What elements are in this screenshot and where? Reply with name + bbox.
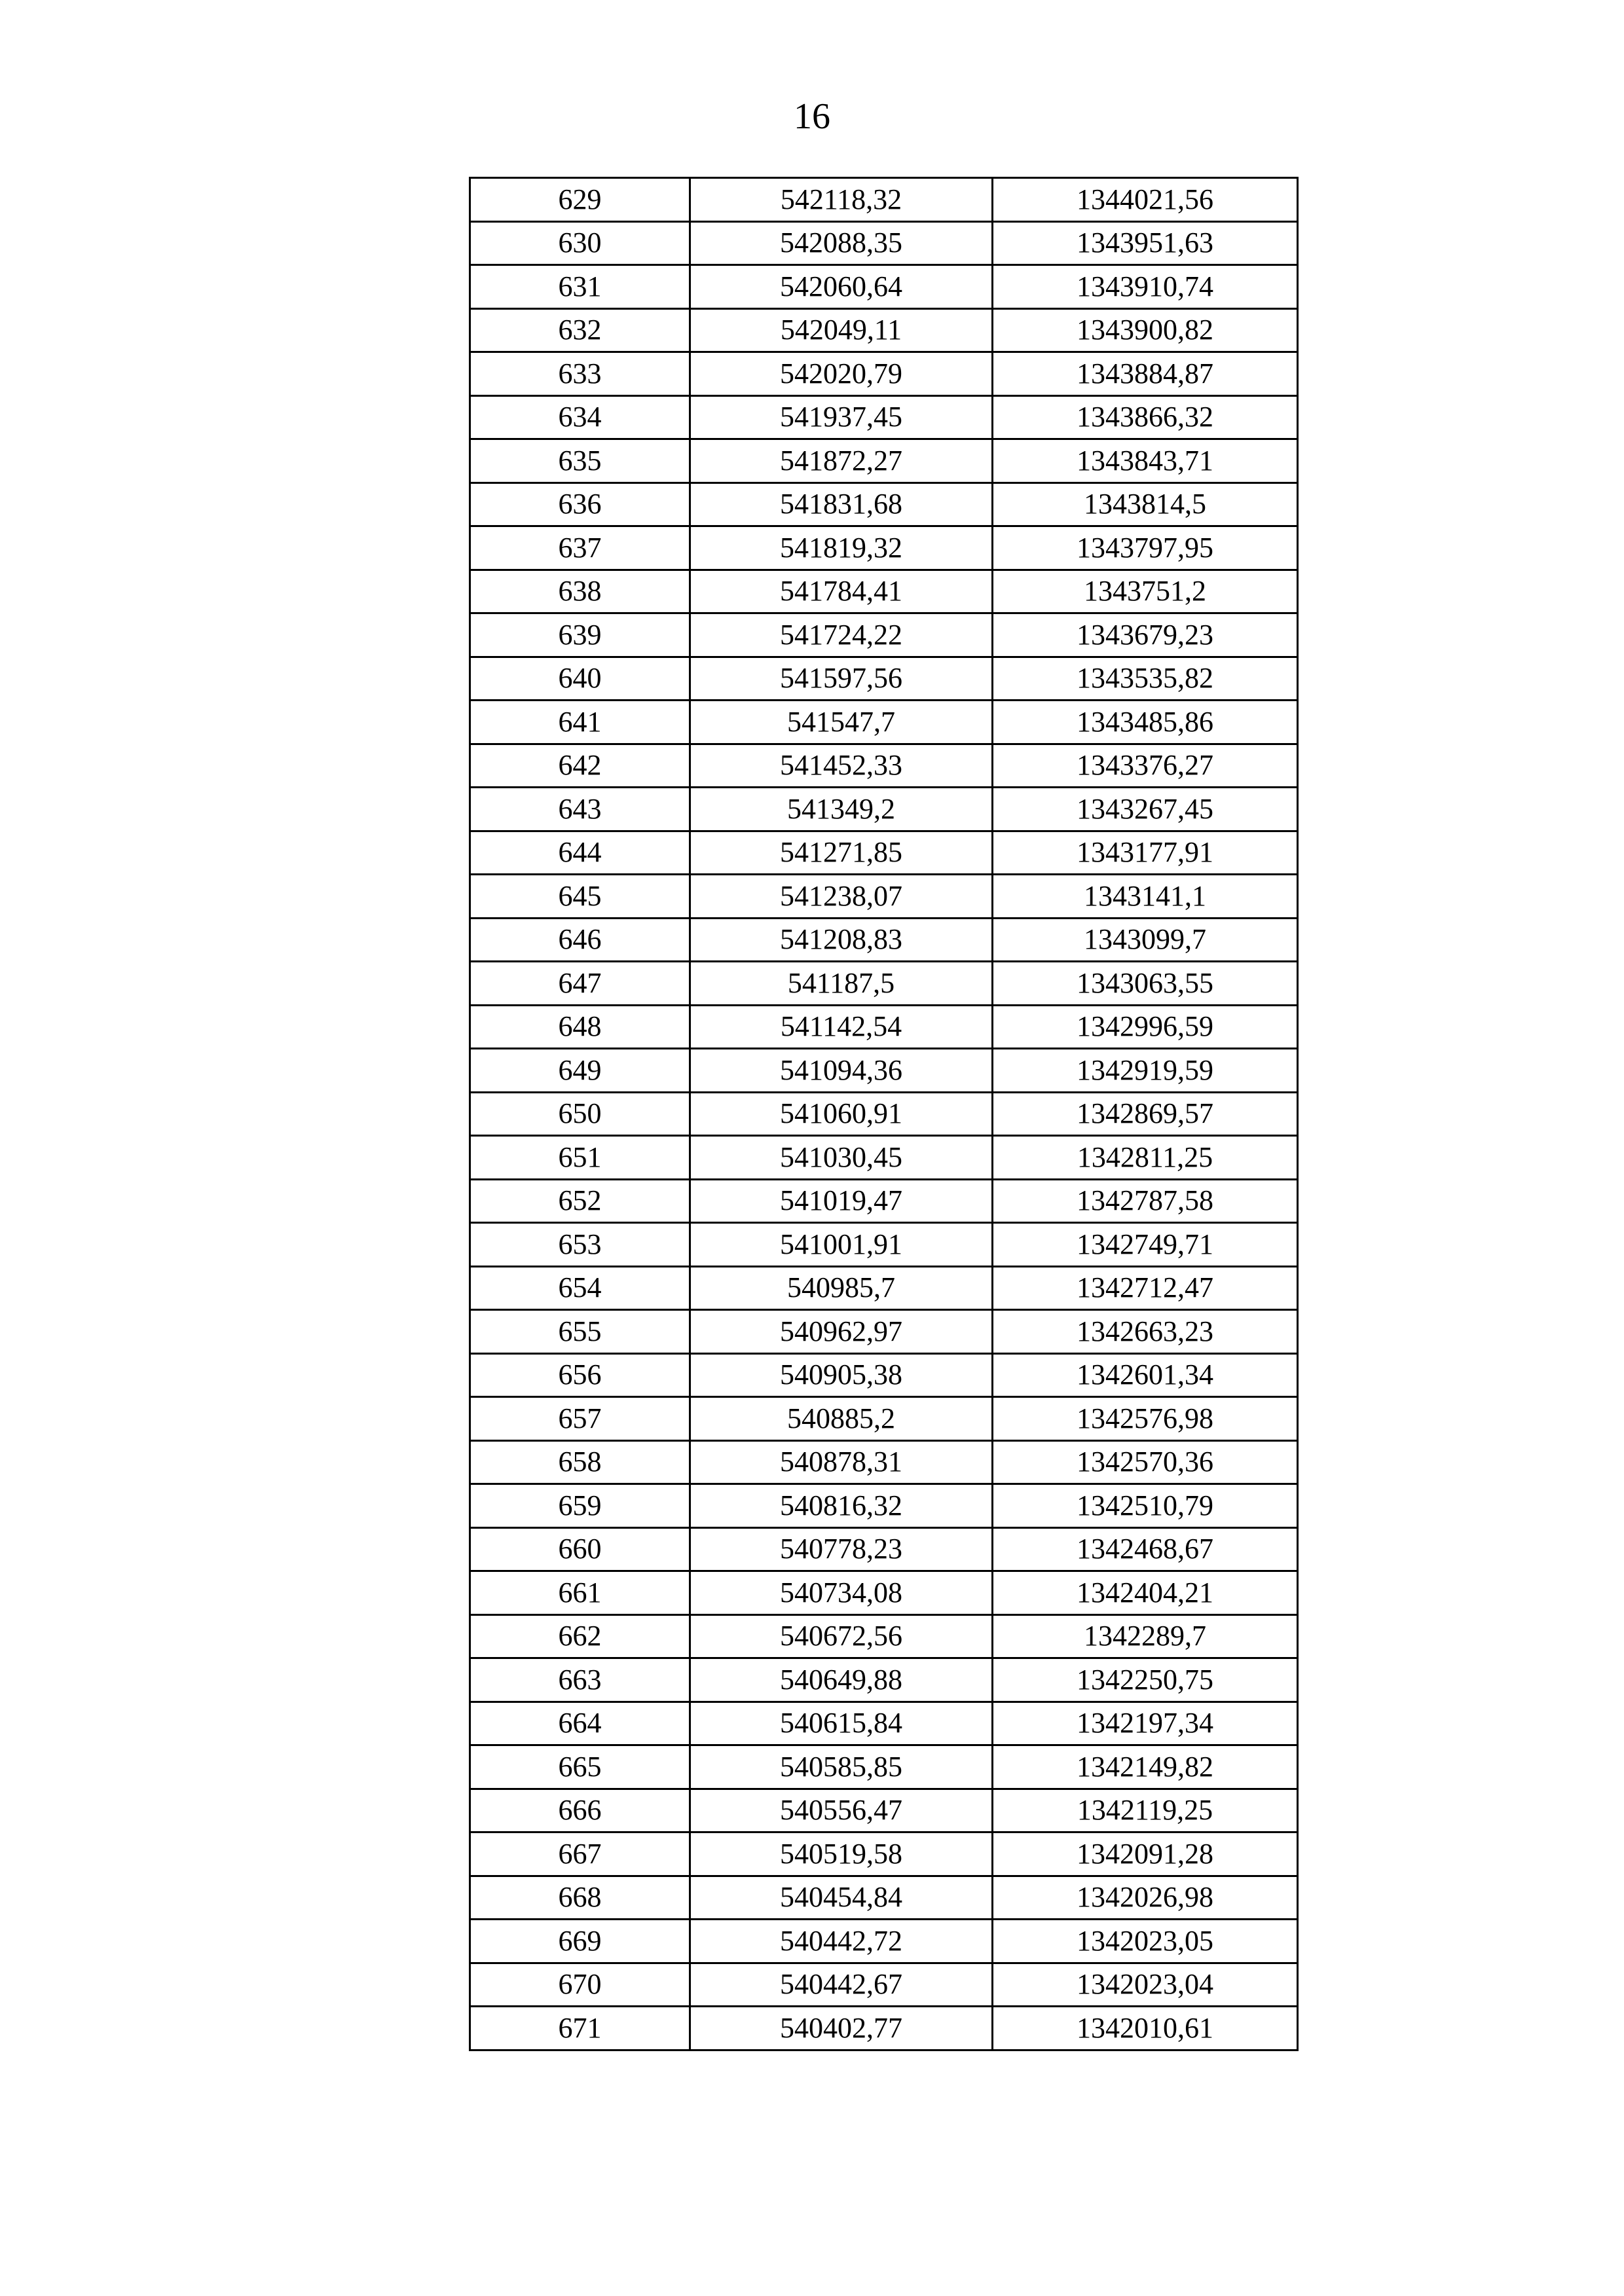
x-coordinate-cell: 541030,45 [690,1136,993,1180]
y-coordinate-cell: 1343910,74 [993,265,1298,309]
x-coordinate-cell: 540442,67 [690,1963,993,2007]
table-row [470,1353,1298,1397]
x-coordinate-cell: 540442,72 [690,1920,993,1963]
table-row [470,1745,1298,1789]
x-coordinate-cell: 541784,41 [690,570,993,613]
table-row [470,1789,1298,1832]
table-row [470,701,1298,744]
table-row [470,570,1298,613]
table-row [470,395,1298,439]
table-row [470,308,1298,352]
y-coordinate-cell: 1342149,82 [993,1745,1298,1789]
point-number-cell: 659 [470,1484,690,1528]
table-row [470,1614,1298,1658]
table-row [470,744,1298,788]
x-coordinate-cell: 540778,23 [690,1527,993,1571]
y-coordinate-cell: 1342712,47 [993,1266,1298,1310]
x-coordinate-cell: 541597,56 [690,657,993,701]
y-coordinate-cell: 1342811,25 [993,1136,1298,1180]
y-coordinate-cell: 1343866,32 [993,395,1298,439]
y-coordinate-cell: 1344021,56 [993,178,1298,222]
point-number-cell: 652 [470,1179,690,1223]
y-coordinate-cell: 1342119,25 [993,1789,1298,1832]
x-coordinate-cell: 540734,08 [690,1571,993,1615]
x-coordinate-cell: 541060,91 [690,1092,993,1136]
table-row [470,1440,1298,1484]
y-coordinate-cell: 1342787,58 [993,1179,1298,1223]
x-coordinate-cell: 540878,31 [690,1440,993,1484]
y-coordinate-cell: 1342869,57 [993,1092,1298,1136]
table-row [470,1702,1298,1745]
x-coordinate-cell: 541094,36 [690,1049,993,1093]
table-row [470,1484,1298,1528]
x-coordinate-cell: 540649,88 [690,1658,993,1702]
x-coordinate-cell: 540556,47 [690,1789,993,1832]
x-coordinate-cell: 542118,32 [690,178,993,222]
table-row [470,265,1298,309]
point-number-cell: 668 [470,1876,690,1920]
y-coordinate-cell: 1343951,63 [993,221,1298,265]
x-coordinate-cell: 541001,91 [690,1223,993,1267]
x-coordinate-cell: 541831,68 [690,483,993,526]
y-coordinate-cell: 1343535,82 [993,657,1298,701]
x-coordinate-cell: 541019,47 [690,1179,993,1223]
point-number-cell: 635 [470,439,690,483]
point-number-cell: 638 [470,570,690,613]
point-number-cell: 641 [470,701,690,744]
point-number-cell: 661 [470,1571,690,1615]
table-row [470,178,1298,222]
y-coordinate-cell: 1342996,59 [993,1005,1298,1049]
x-coordinate-cell: 542088,35 [690,221,993,265]
table-row [470,2007,1298,2050]
point-number-cell: 665 [470,1745,690,1789]
point-number-cell: 651 [470,1136,690,1180]
table-row [470,1005,1298,1049]
table-row [470,788,1298,831]
point-number-cell: 640 [470,657,690,701]
x-coordinate-cell: 540962,97 [690,1310,993,1354]
point-number-cell: 633 [470,352,690,396]
page-number: 16 [794,96,830,137]
table-row [470,526,1298,570]
point-number-cell: 664 [470,1702,690,1745]
y-coordinate-cell: 1342289,7 [993,1614,1298,1658]
y-coordinate-cell: 1343843,71 [993,439,1298,483]
table-row [470,831,1298,875]
point-number-cell: 648 [470,1005,690,1049]
table-row [470,613,1298,657]
table-row [470,657,1298,701]
table-row [470,1266,1298,1310]
table-row [470,1658,1298,1702]
y-coordinate-cell: 1342919,59 [993,1049,1298,1093]
coordinates-table [469,177,1299,2051]
y-coordinate-cell: 1343679,23 [993,613,1298,657]
table-row [470,1179,1298,1223]
y-coordinate-cell: 1343099,7 [993,918,1298,962]
point-number-cell: 644 [470,831,690,875]
table-row [470,875,1298,919]
point-number-cell: 639 [470,613,690,657]
point-number-cell: 660 [470,1527,690,1571]
y-coordinate-cell: 1343177,91 [993,831,1298,875]
x-coordinate-cell: 540402,77 [690,2007,993,2050]
x-coordinate-cell: 541452,33 [690,744,993,788]
point-number-cell: 632 [470,308,690,352]
point-number-cell: 629 [470,178,690,222]
point-number-cell: 634 [470,395,690,439]
y-coordinate-cell: 1343900,82 [993,308,1298,352]
x-coordinate-cell: 540454,84 [690,1876,993,1920]
table-row [470,1136,1298,1180]
y-coordinate-cell: 1342026,98 [993,1876,1298,1920]
table-row [470,1571,1298,1615]
x-coordinate-cell: 541271,85 [690,831,993,875]
y-coordinate-cell: 1343485,86 [993,701,1298,744]
y-coordinate-cell: 1342023,04 [993,1963,1298,2007]
table-row [470,962,1298,1006]
point-number-cell: 667 [470,1832,690,1876]
point-number-cell: 645 [470,875,690,919]
table-row [470,1527,1298,1571]
table-row [470,1310,1298,1354]
table-row [470,1092,1298,1136]
x-coordinate-cell: 540615,84 [690,1702,993,1745]
x-coordinate-cell: 541547,7 [690,701,993,744]
y-coordinate-cell: 1343267,45 [993,788,1298,831]
point-number-cell: 656 [470,1353,690,1397]
point-number-cell: 666 [470,1789,690,1832]
x-coordinate-cell: 542020,79 [690,352,993,396]
point-number-cell: 636 [470,483,690,526]
table-row [470,1397,1298,1441]
point-number-cell: 670 [470,1963,690,2007]
point-number-cell: 663 [470,1658,690,1702]
table-row [470,918,1298,962]
point-number-cell: 662 [470,1614,690,1658]
y-coordinate-cell: 1342663,23 [993,1310,1298,1354]
x-coordinate-cell: 541819,32 [690,526,993,570]
point-number-cell: 642 [470,744,690,788]
x-coordinate-cell: 540816,32 [690,1484,993,1528]
table-row [470,1920,1298,1963]
point-number-cell: 646 [470,918,690,962]
point-number-cell: 649 [470,1049,690,1093]
point-number-cell: 655 [470,1310,690,1354]
point-number-cell: 647 [470,962,690,1006]
y-coordinate-cell: 1342250,75 [993,1658,1298,1702]
point-number-cell: 657 [470,1397,690,1441]
y-coordinate-cell: 1342404,21 [993,1571,1298,1615]
table-row [470,1223,1298,1267]
table-row [470,1049,1298,1093]
x-coordinate-cell: 541872,27 [690,439,993,483]
y-coordinate-cell: 1343814,5 [993,483,1298,526]
y-coordinate-cell: 1343376,27 [993,744,1298,788]
y-coordinate-cell: 1342010,61 [993,2007,1298,2050]
point-number-cell: 654 [470,1266,690,1310]
table-row [470,1963,1298,2007]
y-coordinate-cell: 1342091,28 [993,1832,1298,1876]
x-coordinate-cell: 541187,5 [690,962,993,1006]
x-coordinate-cell: 540885,2 [690,1397,993,1441]
x-coordinate-cell: 542060,64 [690,265,993,309]
coordinates-table-body [470,178,1298,2050]
table-row [470,439,1298,483]
x-coordinate-cell: 541937,45 [690,395,993,439]
y-coordinate-cell: 1342576,98 [993,1397,1298,1441]
point-number-cell: 643 [470,788,690,831]
point-number-cell: 653 [470,1223,690,1267]
y-coordinate-cell: 1343063,55 [993,962,1298,1006]
y-coordinate-cell: 1343751,2 [993,570,1298,613]
table-row [470,352,1298,396]
point-number-cell: 650 [470,1092,690,1136]
y-coordinate-cell: 1342570,36 [993,1440,1298,1484]
x-coordinate-cell: 541238,07 [690,875,993,919]
point-number-cell: 637 [470,526,690,570]
x-coordinate-cell: 542049,11 [690,308,993,352]
point-number-cell: 658 [470,1440,690,1484]
x-coordinate-cell: 541724,22 [690,613,993,657]
point-number-cell: 631 [470,265,690,309]
y-coordinate-cell: 1342023,05 [993,1920,1298,1963]
x-coordinate-cell: 540985,7 [690,1266,993,1310]
y-coordinate-cell: 1343884,87 [993,352,1298,396]
y-coordinate-cell: 1342601,34 [993,1353,1298,1397]
point-number-cell: 669 [470,1920,690,1963]
table-row [470,221,1298,265]
x-coordinate-cell: 541349,2 [690,788,993,831]
x-coordinate-cell: 541208,83 [690,918,993,962]
x-coordinate-cell: 540519,58 [690,1832,993,1876]
table-row [470,483,1298,526]
y-coordinate-cell: 1342749,71 [993,1223,1298,1267]
y-coordinate-cell: 1342468,67 [993,1527,1298,1571]
y-coordinate-cell: 1343797,95 [993,526,1298,570]
y-coordinate-cell: 1342510,79 [993,1484,1298,1528]
y-coordinate-cell: 1342197,34 [993,1702,1298,1745]
point-number-cell: 671 [470,2007,690,2050]
x-coordinate-cell: 540905,38 [690,1353,993,1397]
x-coordinate-cell: 541142,54 [690,1005,993,1049]
point-number-cell: 630 [470,221,690,265]
table-row [470,1876,1298,1920]
table-row [470,1832,1298,1876]
x-coordinate-cell: 540585,85 [690,1745,993,1789]
y-coordinate-cell: 1343141,1 [993,875,1298,919]
x-coordinate-cell: 540672,56 [690,1614,993,1658]
